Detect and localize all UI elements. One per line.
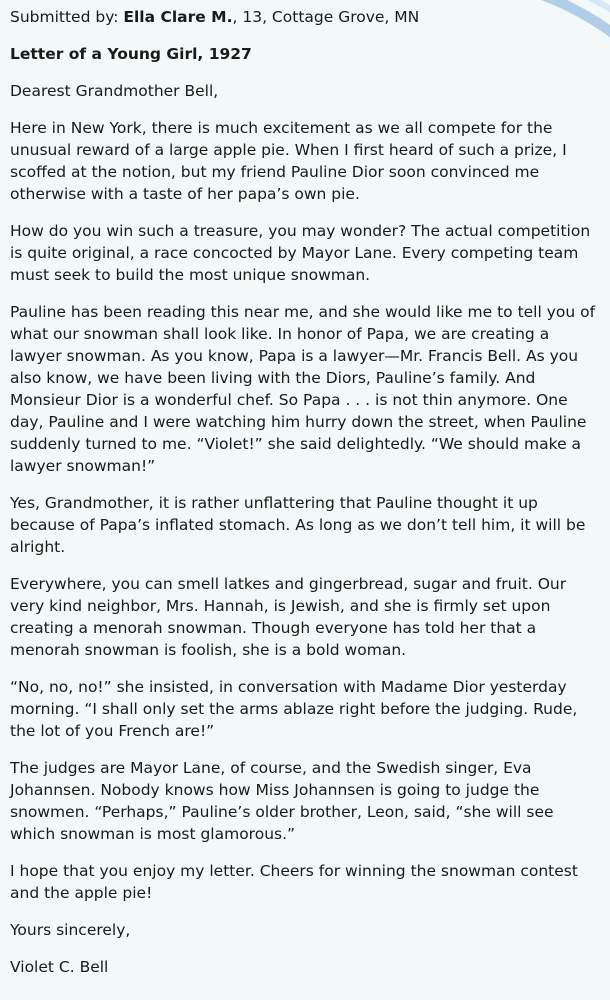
salutation: Dearest Grandmother Bell, — [10, 82, 219, 100]
letter-paragraph: “No, no, no!” she insisted, in conversation with Madame Dior yesterday morning. “I shall only set the arms ablaze right before the judging. Rude, the lot of you French are!” — [10, 678, 578, 740]
letter-paragraph: Everywhere, you can smell latkes and gingerbread, sugar and fruit. Our very kind neighbor, Mrs. Hannah, is Jewish, and she is firmly set upon creating a menorah snowman. Though everyone has told her that a menorah snowman is foolish, she is a bold woman. — [10, 575, 567, 659]
submission-line — [10, 6, 602, 28]
letter-paragraph: The judges are Mayor Lane, of course, and the Swedish singer, Eva Johannsen. Nobody knows how Miss Johannsen is going to judge the snowmen. “Perhaps,” Pauline’s older brother, Leon, said, “she will see which snowman is most glamorous.” — [10, 759, 554, 843]
author-name: Ella Clare M. — [123, 8, 233, 26]
submitted-by-label: Submitted by: — [10, 8, 124, 26]
closing: Yours sincerely, — [10, 921, 131, 939]
letter-page — [10, 6, 602, 993]
letter-paragraph: How do you win such a treasure, you may wonder? The actual competition is quite original, a race concocted by Mayor Lane. Every competing team must seek to build the most unique snowman. — [10, 222, 591, 284]
letter-title: Letter of a Young Girl, 1927 — [10, 45, 252, 63]
letter-paragraph: Yes, Grandmother, it is rather unflattering that Pauline thought it up because of Papa’s inflated stomach. As long as we don’t tell him, it will be alright. — [10, 494, 586, 556]
letter-paragraph: Pauline has been reading this near me, and she would like me to tell you of what our snowman shall look like. In honor of Papa, we are creating a lawyer snowman. As you know, Papa is a lawyer—Mr. Francis Bell. As you also know, we have been living with the Diors, Pauline’s family. And Monsieur Dior is a wonderful chef. So Papa . . . is not thin anymore. One day, Pauline and I were watching him hurry down the street, when Pauline suddenly turned to me. “Violet!” she said delightedly. “We should make a lawyer snowman!” — [10, 303, 596, 475]
signature: Violet C. Bell — [10, 958, 109, 976]
author-details: , 13, Cottage Grove, MN — [232, 8, 420, 26]
letter-paragraph: Here in New York, there is much excitement as we all compete for the unusual reward of a large apple pie. When I first heard of such a prize, I scoffed at the notion, but my friend Pauline Dior soon convinced me otherwise with a taste of her papa’s own pie. — [10, 119, 567, 203]
letter-paragraph: I hope that you enjoy my letter. Cheers for winning the snowman contest and the apple pie! — [10, 862, 578, 902]
